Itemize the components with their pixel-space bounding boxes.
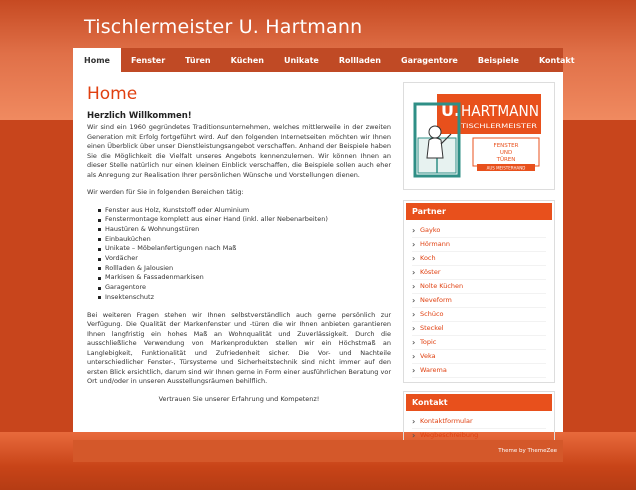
nav-item-kuechen[interactable]: Küchen: [230, 55, 264, 65]
list-item: Fenster aus Holz, Kunststoff oder Aluminium: [98, 206, 391, 216]
partner-link-nolte-kuechen[interactable]: › Nolte Küchen: [412, 280, 546, 294]
partner-link-steckel[interactable]: › Steckel: [412, 322, 546, 336]
partner-link-koester[interactable]: › Köster: [412, 266, 546, 280]
services-list: [98, 206, 391, 303]
list-item: Rollladen & Jalousien: [98, 264, 391, 274]
page-title: Home: [87, 84, 138, 104]
logo-line1: FENSTER: [493, 143, 519, 149]
partner-link-neveform[interactable]: › Neveform: [412, 294, 546, 308]
kontakt-link-wegbeschreibung[interactable]: › Wegbeschreibung: [412, 429, 546, 443]
logo-line3: TÜREN: [496, 157, 516, 163]
main-content: [87, 84, 391, 412]
content-area: [73, 72, 563, 439]
logo-line4: AUS MEISTERHAND: [486, 165, 526, 171]
kontakt-link-kontaktformular[interactable]: › Kontaktformular: [412, 415, 546, 429]
logo-letter: U.: [441, 101, 461, 120]
list-item: Vordächer: [98, 254, 391, 264]
nav-item-beispiele[interactable]: Beispiele: [477, 55, 519, 65]
partner-link-topic[interactable]: › Topic: [412, 336, 546, 350]
partner-widget: [403, 200, 555, 383]
logo-trade: TISCHLERMEISTER: [459, 123, 537, 130]
list-item: Markisen & Fassadenmarkisen: [98, 273, 391, 283]
partner-link-gayko[interactable]: › Gayko: [412, 224, 546, 238]
logo-name: HARTMANN: [461, 102, 539, 120]
site-title[interactable]: Tischlermeister U. Hartmann: [84, 16, 363, 38]
list-item: Haustüren & Wohnungstüren: [98, 225, 391, 235]
partner-link-schueco[interactable]: › Schüco: [412, 308, 546, 322]
nav-item-kontakt[interactable]: Kontakt: [538, 55, 575, 65]
kontakt-widget-title: Kontakt: [406, 394, 552, 411]
partner-link-veka[interactable]: › Veka: [412, 350, 546, 364]
logo-line2: UND: [499, 150, 513, 156]
hartmann-logo-image: [411, 88, 547, 184]
partner-link-koch[interactable]: › Koch: [412, 252, 546, 266]
footer-credit[interactable]: Theme by ThemeZee: [498, 448, 557, 454]
partner-list: [412, 224, 554, 378]
nav-item-rollladen[interactable]: Rollladen: [338, 55, 381, 65]
partner-link-hoermann[interactable]: › Hörmann: [412, 238, 546, 252]
list-item: Fenstermontage komplett aus einer Hand (inkl. aller Nebenarbeiten): [98, 215, 391, 225]
nav-item-fenster[interactable]: Fenster: [130, 55, 166, 65]
tagline: Vertrauen Sie unserer Erfahrung und Kompetenz!: [158, 394, 320, 403]
sidebar: [403, 82, 555, 456]
list-item: Unikate – Möbelanfertigungen nach Maß: [98, 244, 391, 254]
closing-paragraph: Bei weiteren Fragen stehen wir Ihnen selbstverständlich auch gerne persönlich zur Verfügung. Die Qualität der Markenfenster und -türen die wir Ihnen anbieten garantieren Ihnen langfristig ein hohes Maß an Wohnqualität und Zuverlässigkeit. Durch die ausschließliche Verwendung von Markenprodukten stellen wir ein Höchstmaß an Langlebigkeit, Funktionalität und Zufriedenheit sicher. Die Vor- und Nachteile unterschiedlicher Fenster-, Türsysteme und Sicherheitstechnik sind nicht immer auf den ersten Blick ersichtlich, darum sind wir Ihnen gerne in Form einer ausführlichen Beratung vor Ort und/oder in unseren Ausstellungsräumen behilflich.: [87, 310, 391, 386]
nav-item-garagentore[interactable]: Garagentore: [401, 55, 458, 65]
nav-item-unikate[interactable]: Unikate: [283, 55, 319, 65]
company-logo: [403, 82, 555, 190]
footer-bar: [73, 440, 563, 462]
nav-item-tueren[interactable]: Türen: [185, 55, 211, 65]
nav-item-home[interactable]: Home: [73, 48, 121, 72]
intro-paragraph: Wir sind ein 1960 gegründetes Traditionsunternehmen, welches mittlerweile in der zweiten Generation mit Erfolg fortgeführt wird. Auf den folgenden Internetseiten möchten wir Ihnen einen Überblick über unser Dienstleistungsangebot verschaffen. Anhand der Beispiele haben Sie die Möglichkeit die Vielfalt unseres Angebots kennenzulernen. Wir können Ihnen an dieser Stelle natürlich nur einen kleinen Einblick verschaffen, die Beispiele sollen auch eher als Anregung zur Realisation Ihrer persönlichen Wünsche und Vorstellungen dienen.: [87, 123, 391, 179]
list-item: Insektenschutz: [98, 293, 391, 303]
main-navigation: [73, 48, 575, 72]
list-item: Garagentore: [98, 283, 391, 293]
welcome-heading: Herzlich Willkommen!: [87, 111, 192, 121]
partner-widget-title: Partner: [406, 203, 552, 220]
list-item: Einbauküchen: [98, 235, 391, 245]
services-intro: Wir werden für Sie in folgenden Bereichen tätig:: [87, 188, 244, 196]
partner-link-warema[interactable]: › Warema: [412, 364, 546, 378]
kontakt-list: [412, 415, 554, 443]
